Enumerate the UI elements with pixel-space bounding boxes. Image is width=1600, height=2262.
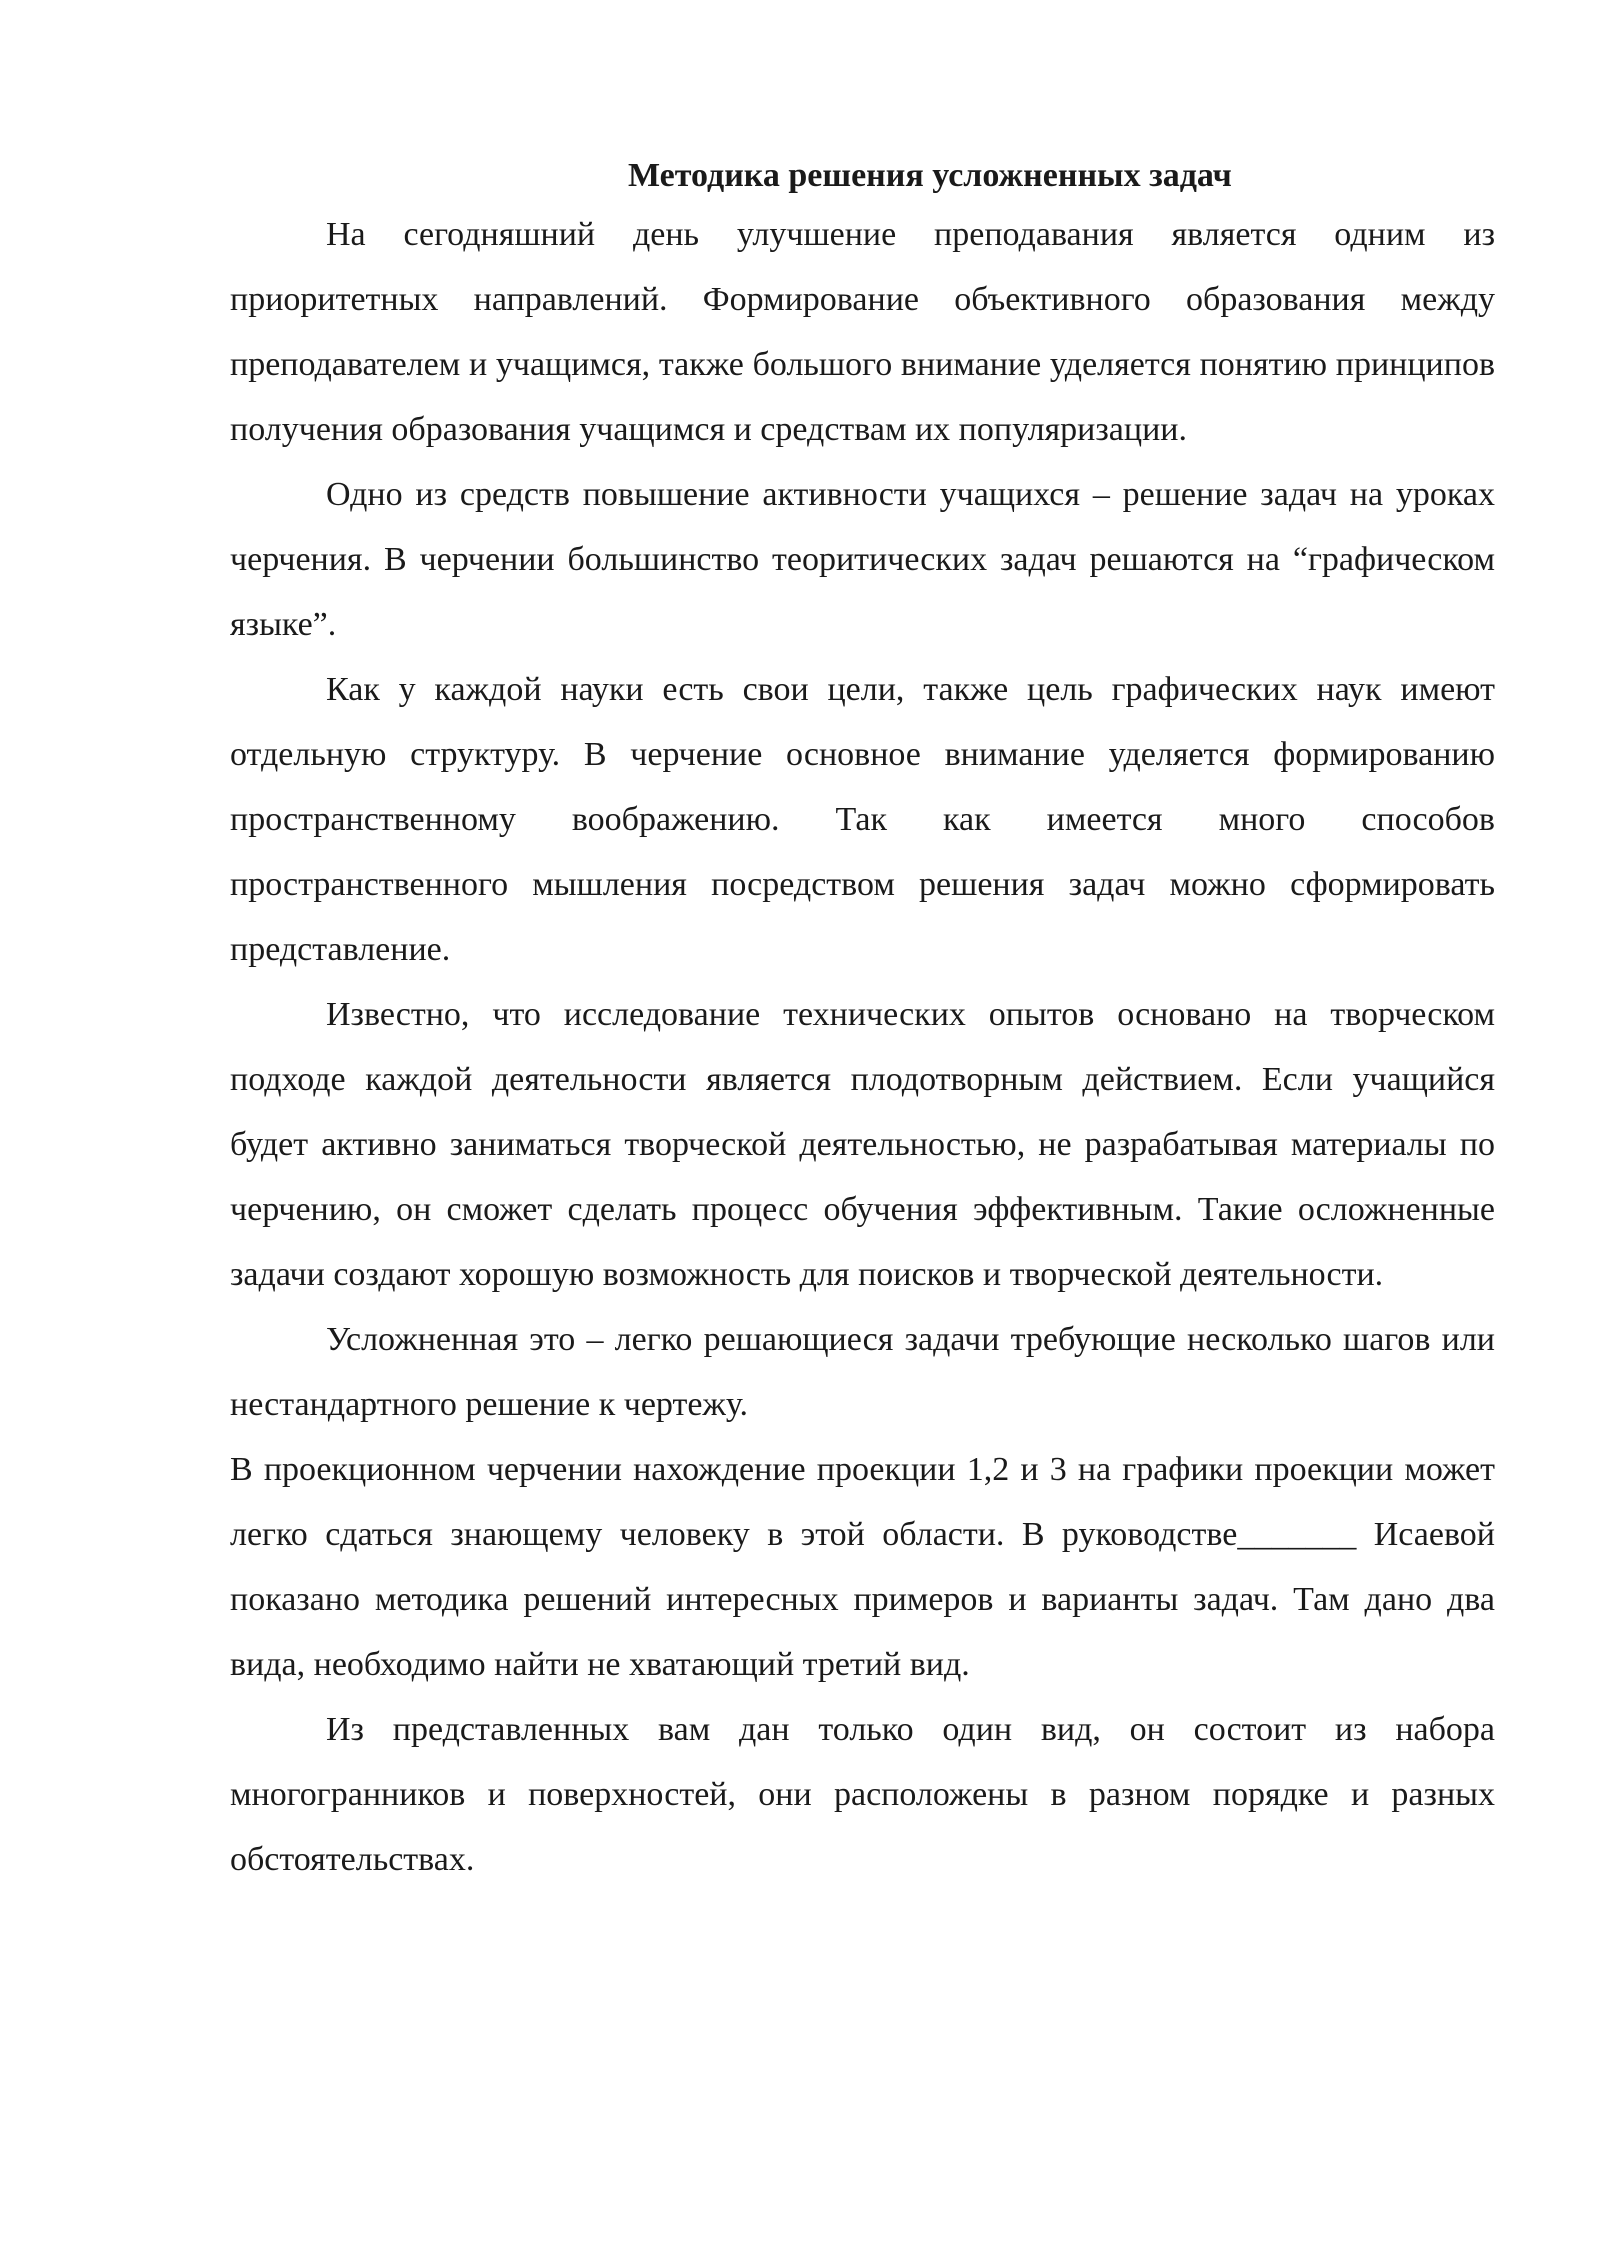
paragraph-5: Усложненная это – легко решающиеся задачи требующие несколько шагов или нестандартного решение к чертежу. — [230, 1321, 1495, 1423]
paragraph-4: Известно, что исследование технических опытов основано на творческом подходе каждой деятельности является плодотворным действием. Если учащийся будет активно заниматься творческой деятельностью, не разрабатывая материалы по черчению, он сможет сделать процесс обучения эффективным. Такие осложненные задачи создают хорошую возможность для поисков и творческой деятельности. — [230, 996, 1495, 1293]
document-page — [230, 150, 1495, 1892]
paragraph-7: Из представленных вам дан только один вид, он состоит из набора многогранников и поверхностей, они расположены в разном порядке и разных обстоятельствах. — [230, 1711, 1495, 1878]
paragraph-6: В проекционном черчении нахождение проекции 1,2 и 3 на графики проекции может легко сдаться знающему человеку в этой области. В руководстве_______ Исаевой показано методика решений интересных примеров и варианты задач. Там дано два вида, необходимо найти не хватающий третий вид. — [230, 1451, 1495, 1683]
paragraph-2: Одно из средств повышение активности учащихся – решение задач на уроках черчения. В черчении большинство теоритических задач решаются на “графическом языке”. — [230, 476, 1495, 643]
document-title: Методика решения усложненных задач — [628, 157, 1232, 194]
paragraph-1: На сегодняшний день улучшение преподавания является одним из приоритетных направлений. Формирование объективного образования между преподавателем и учащимся, также большого внимание уделяется понятию принципов получения образования учащимся и средствам их популяризации. — [230, 216, 1495, 448]
paragraph-3: Как у каждой науки есть свои цели, также цель графических наук имеют отдельную структуру. В черчение основное внимание уделяется формированию пространственному воображению. Так как имеется много способов пространственного мышления посредством решения задач можно сформировать представление. — [230, 671, 1495, 968]
